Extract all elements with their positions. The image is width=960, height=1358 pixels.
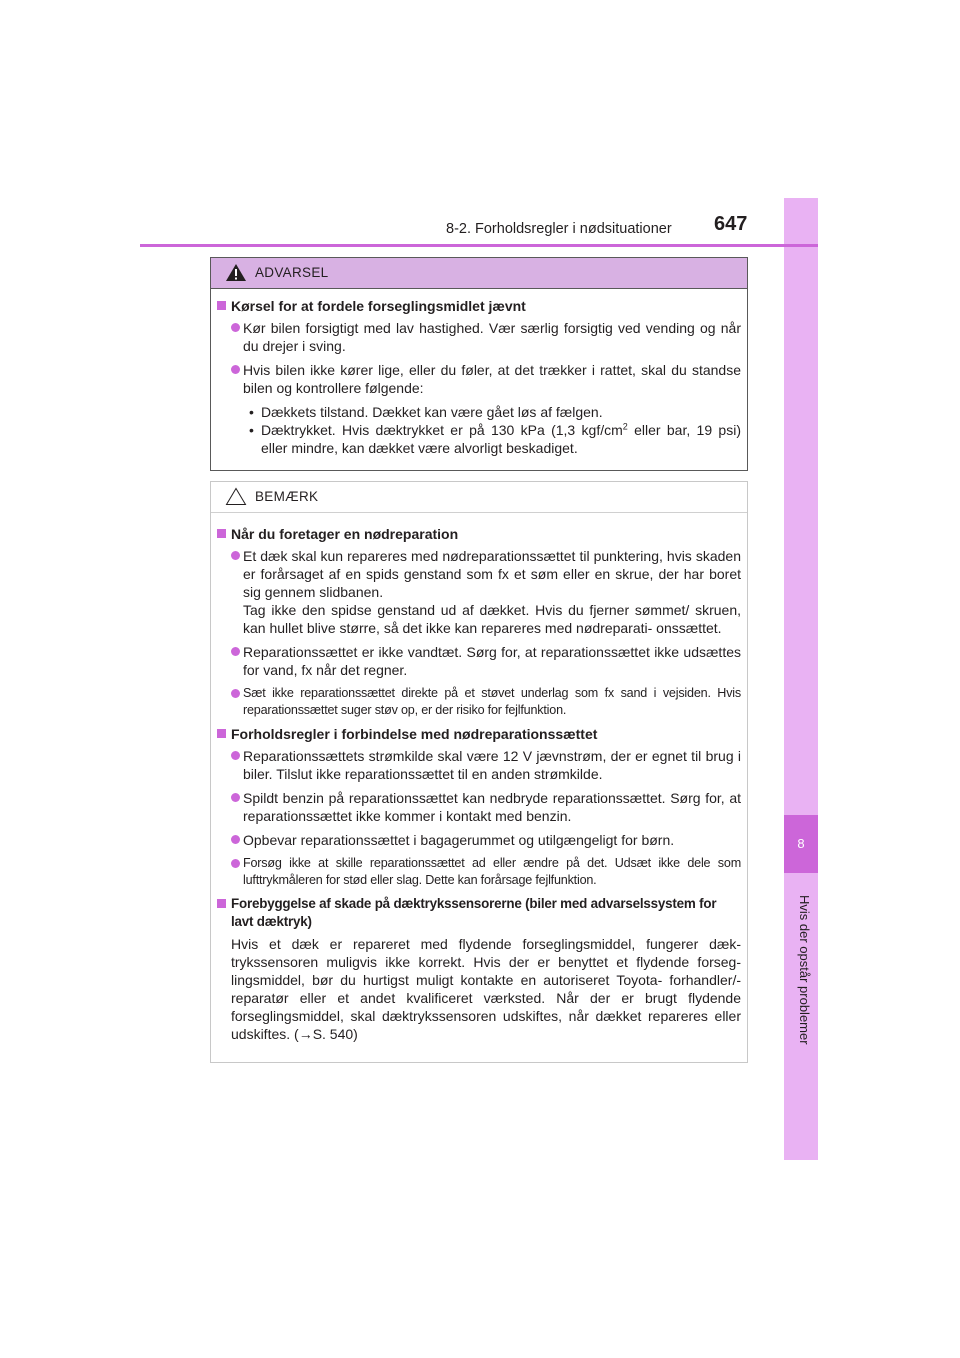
warning-content [211,289,747,457]
header-rule [140,244,818,247]
warning-header [211,258,747,289]
square-bullet-icon [217,301,226,310]
page-number: 647 [714,213,748,235]
sub-list-item: • Dækkets tilstand. Dækket kan være gået løs af fælgen. [249,404,603,420]
list-item: Forsøg ikke at skille reparationssættet ad eller ændre på det. Udsæt ikke dele som lufttrykmåleren for stød eller slag. Dette kan forårsage fejlfunktion. [217,855,741,889]
note-box [210,481,748,1063]
warning-box [210,257,748,471]
round-bullet-icon [231,751,240,760]
round-bullet-icon [231,689,240,698]
list-item: Reparationssættets strømkilde skal være 12 V jævnstrøm, der er egnet til brug i biler. Tilslut ikke reparationssættet til en anden strømkilde. [217,747,741,783]
list-item: Sæt ikke reparationssættet direkte på et støvet underlag som fx sand i vejsiden. Hvis reparationssættet suger støv op, er der risiko for fejlfunktion. [217,685,741,719]
chapter-number: 8 [784,815,818,873]
list-item: Reparationssættet er ikke vandtæt. Sørg for, at reparationssættet ikke udsættes for vand, fx når det regner. [217,643,741,679]
square-bullet-icon [217,729,226,738]
warning-triangle-icon [225,263,247,282]
round-bullet-icon [231,859,240,868]
list-item-continuation: Tag ikke den spidse genstand ud af dækket. Hvis du fjerner sømmet/ skruen, kan hullet blive større, så det ikke kan repareres med nødreparati- onssættet. [243,602,741,636]
caution-triangle-outline-icon [225,487,247,506]
note-content [211,513,747,1043]
list-item: Et dæk skal kun repareres med nødreparationssættet til punktering, hvis skaden er forårsaget af en spids genstand som fx et søm eller en skrue, der har boret sig gennem slidbanen. [217,547,741,601]
note-paragraph: Hvis et dæk er repareret med flydende forseglingsmiddel, fungerer dæk- trykssensoren muligvis ikke korrekt. Hvis der er benyttet et flydende forseg- lingsmiddel, bør du hurtigst muligt kontakte en autoriseret Toyota- forhandler/-reparatør eller et andet kvalificeret værksted. Når der er brugt flydende forseglingsmiddel, skal dæktrykssensoren udskiftes, når dækket repareres eller udskiftes. (→S. 540) [231,936,741,1042]
sub-list-item: • Dæktrykket. Hvis dæktrykket er på 130 kPa (1,3 kgf/$cm^2$ eller bar, 19 psi) eller mindre, kan dækket være alvorligt beskadiget. [249,421,741,456]
chapter-label: Hvis der opstår problemer [797,895,812,1045]
list-item: Opbevar reparationssættet i bagagerummet og utilgængeligt for børn. [217,831,741,849]
round-bullet-icon [231,647,240,656]
list-item: Spildt benzin på reparationssættet kan nedbryde reparationssættet. Sørg for, at reparationssættet ikke kommer i kontakt med benzin. [217,789,741,825]
warning-label: ADVARSEL [255,265,329,280]
round-bullet-icon [231,551,240,560]
note-heading: Forholdsregler i forbindelse med nødreparationssættet [217,725,741,743]
round-bullet-icon [231,793,240,802]
round-bullet-icon [231,323,240,332]
square-bullet-icon [217,899,226,908]
note-heading: Forebyggelse af skade på dæktrykssensorerne (biler med advarselssystem for lavt dæktryk) [217,895,741,931]
list-item: Kør bilen forsigtigt med lav hastighed. Vær særlig forsigtig ved vending og når du drejer i sving. [217,319,741,355]
square-bullet-icon [217,529,226,538]
round-bullet-icon [231,835,240,844]
section-reference: 8-2. Forholdsregler i nødsituationer [446,221,672,237]
list-item: Hvis bilen ikke kører lige, eller du føler, at det trækker i rattet, skal du standse bilen og kontrollere følgende: [217,361,741,397]
note-label: BEMÆRK [255,489,319,504]
round-bullet-icon [231,365,240,374]
note-header [211,482,747,513]
note-heading: Når du foretager en nødreparation [217,525,741,543]
warning-heading: Kørsel for at fordele forseglingsmidlet jævnt [217,297,741,315]
